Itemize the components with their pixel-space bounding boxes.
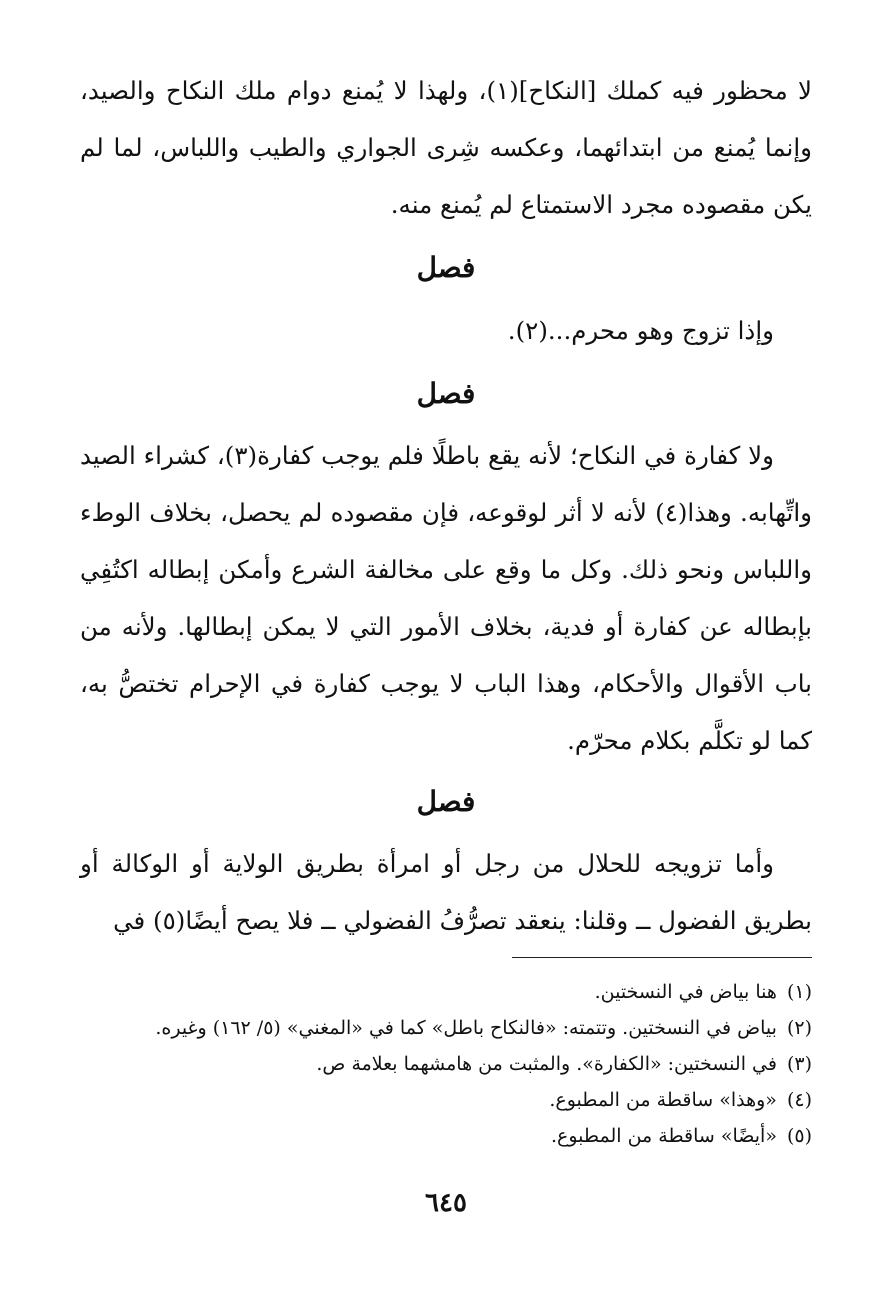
footnote-number: (٣): [786, 1053, 812, 1075]
footnote-1: [72, 974, 812, 1010]
footnote-text: «وهذا» ساقطة من المطبوع.: [549, 1089, 777, 1111]
footnote-divider: [512, 957, 812, 958]
footnote-text: في النسختين: «الكفارة». والمثبت من هامشهما بعلامة ص.: [316, 1053, 777, 1075]
footnote-number: (١): [786, 981, 812, 1003]
footnote-number: (٥): [786, 1125, 812, 1147]
section-heading-1: فصل: [416, 251, 476, 284]
page-body: [80, 62, 812, 949]
footnote-4: [72, 1082, 812, 1118]
footnote-number: (٤): [786, 1089, 812, 1111]
footnote-text: بياض في النسختين. وتتمته: «فالنكاح باطل» كما في «المغني» (٥/ ١٦٢) وغيره.: [155, 1017, 777, 1039]
footnote-text: هنا بياض في النسختين.: [594, 981, 777, 1003]
paragraph-4: وأما تزويجه للحلال من رجل أو امرأة بطريق الولاية أو الوكالة أو بطريق الفضول ــ وقلنا: ينعقد تصرُّفُ الفضولي ــ فلا يصح أيضًا(٥) في: [80, 849, 812, 935]
footnote-text: «أيضًا» ساقطة من المطبوع.: [550, 1125, 777, 1147]
section-heading-2: فصل: [416, 377, 476, 410]
footnote-5: [72, 1118, 812, 1154]
footnote-2: [72, 1010, 812, 1046]
paragraph-3: ولا كفارة في النكاح؛ لأنه يقع باطلًا فلم يوجب كفارة(٣)، كشراء الصيد واتِّهابه. وهذا(٤) لأنه لا أثر لوقوعه، فإن مقصوده لم يحصل، بخلاف الوطء واللباس ونحو ذلك. وكل ما وقع على مخالفة الشرع وأمكن إبطاله اكتُفِي بإبطاله عن كفارة أو فدية، بخلاف الأمور التي لا يمكن إبطالها. ولأنه من باب الأقوال والأحكام، وهذا الباب لا يوجب كفارة في الإحرام تختصُّ به، كما لو تكلَّم بكلام محرّم.: [80, 441, 812, 755]
footnote-3: [72, 1046, 812, 1082]
page-number: ٦٤٥: [425, 1188, 467, 1218]
section-heading-3: فصل: [416, 785, 476, 818]
footnotes: [72, 974, 812, 1154]
paragraph-1: لا محظور فيه كملك [النكاح](١)، ولهذا لا يُمنع دوام ملك النكاح والصيد، وإنما يُمنع من ابتدائهما، وعكسه شِرى الجواري والطيب واللباس، لما لم يكن مقصوده مجرد الاستمتاع لم يُمنع منه.: [80, 76, 813, 219]
paragraph-2: وإذا تزوج وهو محرم...(٢).: [507, 316, 774, 345]
footnote-number: (٢): [786, 1017, 812, 1039]
